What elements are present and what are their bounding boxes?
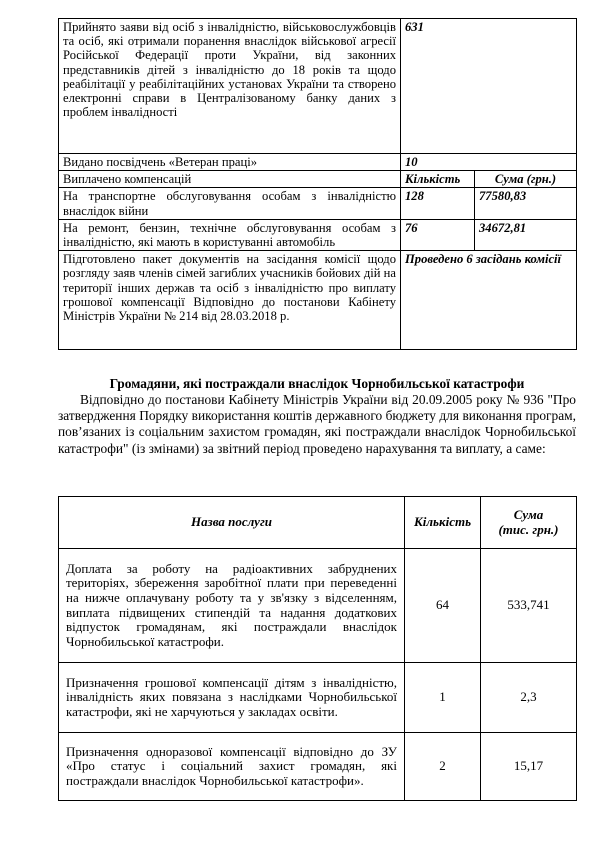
table-row [59, 549, 577, 663]
service-name: Призначення одноразової компенсації відповідно до ЗУ «Про статус і соціальний захист громадян, які постраждали внаслідок Чорнобильської катастрофи». [59, 733, 405, 801]
services-table [58, 496, 577, 801]
column-header-quantity: Кількість [401, 171, 475, 188]
service-quantity: 2 [405, 733, 481, 801]
row-value: 631 [401, 19, 577, 154]
row-sum: 34672,81 [475, 219, 577, 250]
service-sum: 15,17 [481, 733, 577, 801]
column-header-sum: Сума (грн.) [475, 171, 577, 188]
table-row [59, 251, 577, 350]
service-sum: 2,3 [481, 663, 577, 733]
row-quantity: 128 [401, 188, 475, 219]
table-row [59, 733, 577, 801]
section-heading: Громадяни, які постраждали внаслідок Чорнобильської катастрофи [109, 376, 525, 391]
table-row [59, 188, 577, 219]
row-label: Прийнято заяви від осіб з інвалідністю, військовослужбовців та осіб, які отримали поранення внаслідок військової агресії Російської Федерації проти України, від законних представників дітей з інвалідністю до 18 років та щодо реабілітації у реабілітаційних установах України та створено електронні справи в Централізованому банку даних з проблем інвалідності [59, 19, 401, 154]
table-row [59, 219, 577, 250]
row-value: Проведено 6 засідань комісії [401, 251, 577, 350]
service-sum: 533,741 [481, 549, 577, 663]
service-name: Доплата за роботу на радіоактивних забруднених територіях, збереження заробітної плати при переведенні на нижче оплачувану роботу та у зв'язку з відселенням, виплата підвищених стипендій та надання додаткових відпусток громадянам, які постраждали внаслідок Чорнобильської катастрофи. [59, 549, 405, 663]
column-header-service: Назва послуги [59, 497, 405, 549]
column-header-quantity: Кількість [405, 497, 481, 549]
table-row [59, 19, 577, 154]
row-label: Підготовлено пакет документів на засідання комісії щодо розгляду заяв членів сімей загиблих учасників бойових дій на території інших держав та осіб з інвалідністю про виплату грошової компенсації Відповідно до постанови Кабінету Міністрів України № 214 від 28.03.2018 р. [59, 251, 401, 350]
service-quantity: 64 [405, 549, 481, 663]
row-sum: 77580,83 [475, 188, 577, 219]
header-row [59, 497, 577, 549]
row-label: Видано посвідчень «Ветеран праці» [59, 154, 401, 171]
table-row [59, 171, 577, 188]
row-label: На ремонт, бензин, технічне обслуговування особам з інвалідністю, які мають в користуванні автомобіль [59, 219, 401, 250]
table-row [59, 663, 577, 733]
row-value: 10 [401, 154, 577, 171]
column-header-sum [481, 497, 577, 549]
section-paragraph: Відповідно до постанови Кабінету Міністрів України від 20.09.2005 року № 936 "Про затвердження Порядку використання коштів державного бюджету для виконання програм, пов’язаних із соціальним захистом громадян, які постраждали внаслідок Чорнобильської катастрофи" (із змінами) за звітний період проведено нарахування та виплату, а саме: [58, 392, 576, 456]
row-quantity: 76 [401, 219, 475, 250]
service-name: Призначення грошової компенсації дітям з інвалідністю, інвалідність яких повязана з наслідками Чорнобильської катастрофи, які не харчуються у закладах освіти. [59, 663, 405, 733]
compensation-summary-table [58, 18, 577, 350]
sum-header-line1: Сума [513, 506, 544, 522]
row-label: На транспортне обслуговування особам з інвалідністю внаслідок війни [59, 188, 401, 219]
service-quantity: 1 [405, 663, 481, 733]
sum-header-line2: (тис. грн.) [498, 521, 559, 537]
table-row [59, 154, 577, 171]
row-label: Виплачено компенсацій [59, 171, 401, 188]
